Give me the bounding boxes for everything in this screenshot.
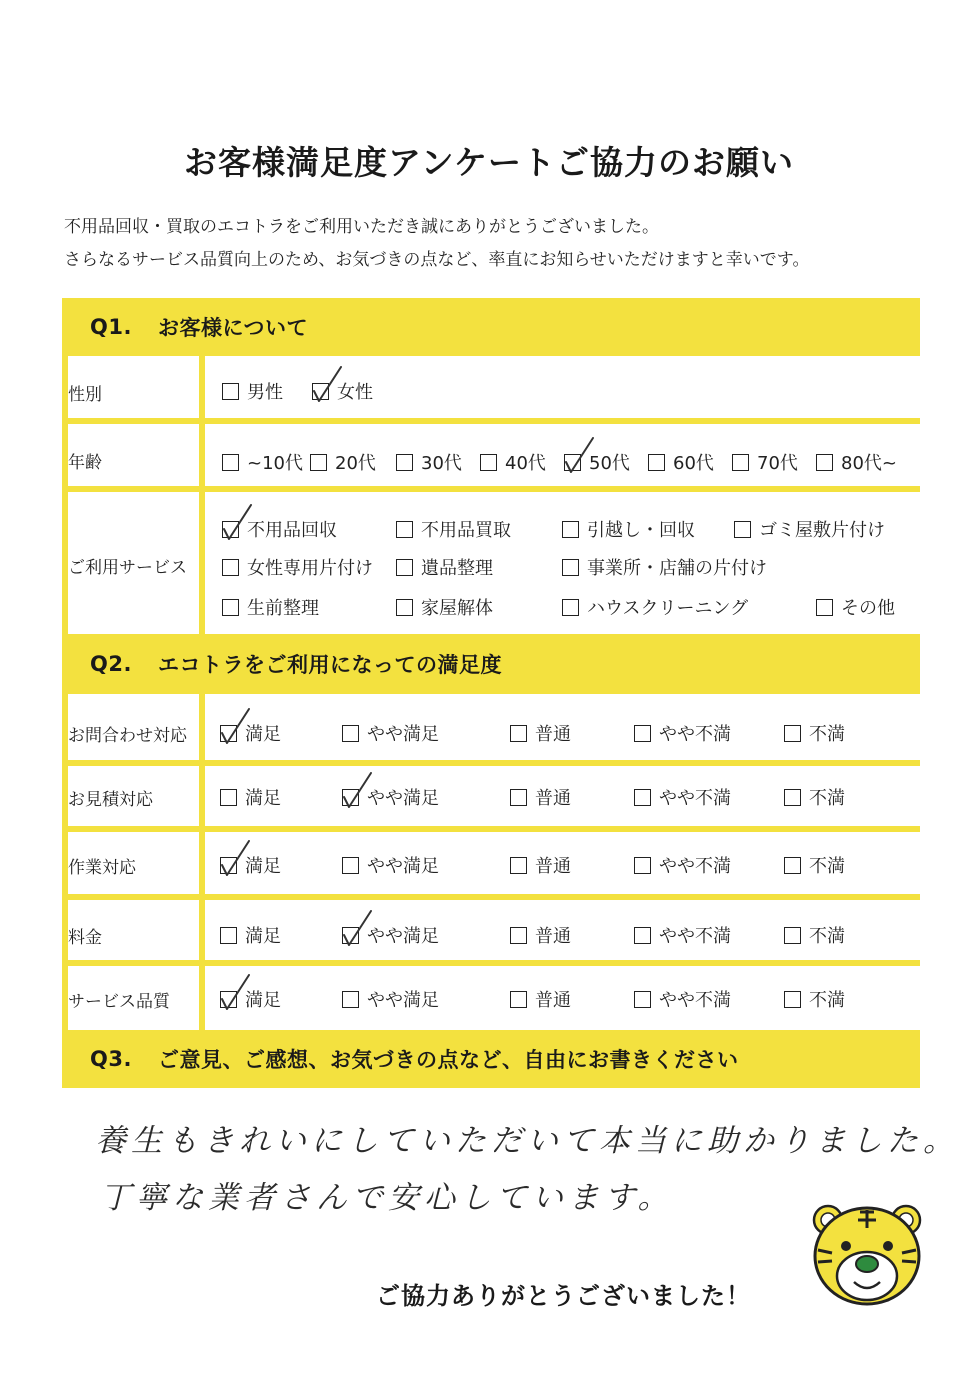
checkbox[interactable] bbox=[648, 454, 665, 471]
option-label: 普通 bbox=[535, 990, 571, 1011]
q3-title: ご意見、ご感想、お気づきの点など、自由にお書きください bbox=[157, 1048, 739, 1072]
age-option[interactable] bbox=[222, 449, 303, 475]
option-label: 50代 bbox=[589, 453, 630, 474]
rating-option[interactable] bbox=[510, 784, 571, 810]
checkbox-checked[interactable] bbox=[220, 725, 237, 742]
q3-header bbox=[62, 1030, 920, 1088]
rating-option[interactable] bbox=[342, 720, 439, 746]
option-label: 満足 bbox=[245, 724, 281, 745]
option-label: 遺品整理 bbox=[421, 558, 493, 579]
service-option[interactable] bbox=[734, 516, 885, 542]
service-option[interactable] bbox=[562, 554, 767, 580]
rating-row-label: 料金 bbox=[68, 928, 102, 948]
rating-option[interactable] bbox=[634, 720, 731, 746]
checkbox[interactable] bbox=[784, 927, 801, 944]
service-option[interactable] bbox=[816, 594, 895, 620]
option-label: やや満足 bbox=[367, 856, 439, 877]
rating-option[interactable] bbox=[634, 852, 731, 878]
checkbox[interactable] bbox=[816, 599, 833, 616]
option-label: 普通 bbox=[535, 788, 571, 809]
option-label: 60代 bbox=[673, 453, 714, 474]
checkbox[interactable] bbox=[784, 725, 801, 742]
q2-header bbox=[62, 634, 920, 694]
intro-line-1: 不用品回収・買取のエコトラをご利用いただき誠にありがとうございました。 bbox=[64, 217, 659, 237]
checkbox[interactable] bbox=[222, 383, 239, 400]
option-label: やや満足 bbox=[367, 990, 439, 1011]
divider bbox=[62, 960, 920, 966]
checkbox[interactable] bbox=[396, 454, 413, 471]
q3-answer-line-1: 養生もきれいにしていただいて本当に助かりました。 bbox=[95, 1123, 959, 1159]
rating-row-label: お見積対応 bbox=[68, 790, 153, 810]
service-option[interactable] bbox=[396, 516, 511, 542]
option-label: 不満 bbox=[809, 724, 845, 745]
checkbox[interactable] bbox=[222, 599, 239, 616]
rating-option[interactable] bbox=[342, 852, 439, 878]
option-label: 30代 bbox=[421, 453, 462, 474]
option-label: 不満 bbox=[809, 990, 845, 1011]
option-label: やや不満 bbox=[659, 788, 731, 809]
option-label: 生前整理 bbox=[247, 598, 319, 619]
service-option[interactable] bbox=[562, 516, 695, 542]
option-label: 普通 bbox=[535, 724, 571, 745]
gender-option[interactable] bbox=[312, 378, 373, 404]
checkbox[interactable] bbox=[310, 454, 327, 471]
age-option[interactable] bbox=[816, 449, 897, 475]
checkbox-checked[interactable] bbox=[342, 927, 359, 944]
checkbox[interactable] bbox=[396, 599, 413, 616]
option-label: 20代 bbox=[335, 453, 376, 474]
option-label: 家屋解体 bbox=[421, 598, 493, 619]
divider bbox=[62, 486, 920, 492]
service-option[interactable] bbox=[222, 554, 373, 580]
checkbox[interactable] bbox=[480, 454, 497, 471]
service-label: ご利用サービス bbox=[68, 558, 187, 578]
checkbox-checked[interactable] bbox=[220, 991, 237, 1008]
option-label: ハウスクリーニング bbox=[587, 598, 749, 619]
rating-option[interactable] bbox=[220, 720, 281, 746]
option-label: ゴミ屋敷片付け bbox=[759, 520, 885, 541]
checkbox[interactable] bbox=[562, 521, 579, 538]
checkbox[interactable] bbox=[734, 521, 751, 538]
checkbox[interactable] bbox=[562, 559, 579, 576]
checkbox[interactable] bbox=[634, 991, 651, 1008]
age-option[interactable] bbox=[564, 449, 630, 475]
age-option[interactable] bbox=[310, 449, 376, 475]
option-label: 女性 bbox=[337, 382, 373, 403]
option-label: 女性専用片付け bbox=[247, 558, 373, 579]
checkbox[interactable] bbox=[784, 789, 801, 806]
checkbox[interactable] bbox=[634, 789, 651, 806]
thanks-message: ご協力ありがとうございました！ bbox=[376, 1282, 751, 1310]
checkbox[interactable] bbox=[562, 599, 579, 616]
rating-option[interactable] bbox=[220, 986, 281, 1012]
rating-option[interactable] bbox=[510, 986, 571, 1012]
option-label: 不満 bbox=[809, 856, 845, 877]
rating-option[interactable] bbox=[510, 922, 571, 948]
rating-option[interactable] bbox=[342, 922, 439, 948]
checkbox[interactable] bbox=[510, 927, 527, 944]
gender-option[interactable] bbox=[222, 378, 283, 404]
option-label: 40代 bbox=[505, 453, 546, 474]
option-label: やや不満 bbox=[659, 724, 731, 745]
checkbox[interactable] bbox=[510, 857, 527, 874]
checkbox[interactable] bbox=[396, 559, 413, 576]
option-label: 不満 bbox=[809, 788, 845, 809]
q2-title: エコトラをご利用になっての満足度 bbox=[157, 653, 502, 677]
service-option[interactable] bbox=[222, 594, 319, 620]
service-option[interactable] bbox=[396, 554, 493, 580]
option-label: 満足 bbox=[245, 990, 281, 1011]
option-label: 満足 bbox=[245, 788, 281, 809]
rating-option[interactable] bbox=[784, 784, 845, 810]
rating-option[interactable] bbox=[510, 720, 571, 746]
checkbox[interactable] bbox=[396, 521, 413, 538]
page-title: お客様満足度アンケートご協力のお願い bbox=[183, 143, 795, 182]
checkbox[interactable] bbox=[634, 927, 651, 944]
rating-option[interactable] bbox=[634, 986, 731, 1012]
age-option[interactable] bbox=[732, 449, 798, 475]
q1-title: お客様について bbox=[157, 316, 309, 340]
gender-label: 性別 bbox=[68, 385, 102, 405]
option-label: やや満足 bbox=[367, 788, 439, 809]
checkbox[interactable] bbox=[816, 454, 833, 471]
rating-option[interactable] bbox=[342, 784, 439, 810]
option-label: 普通 bbox=[535, 926, 571, 947]
checkbox[interactable] bbox=[342, 725, 359, 742]
checkbox[interactable] bbox=[220, 927, 237, 944]
checkbox-checked[interactable] bbox=[312, 383, 329, 400]
age-option[interactable] bbox=[648, 449, 714, 475]
service-option[interactable] bbox=[562, 594, 748, 620]
checkbox[interactable] bbox=[510, 725, 527, 742]
option-label: 70代 bbox=[757, 453, 798, 474]
q3-number: Q3. bbox=[90, 1047, 132, 1071]
age-label: 年齢 bbox=[68, 453, 102, 473]
checkbox[interactable] bbox=[222, 454, 239, 471]
rating-row-label: 作業対応 bbox=[68, 858, 136, 878]
rating-option[interactable] bbox=[220, 922, 281, 948]
checkbox[interactable] bbox=[510, 991, 527, 1008]
rating-option[interactable] bbox=[634, 922, 731, 948]
rating-option[interactable] bbox=[784, 986, 845, 1012]
q2-number: Q2. bbox=[90, 652, 132, 676]
rating-option[interactable] bbox=[784, 922, 845, 948]
checkbox[interactable] bbox=[222, 559, 239, 576]
option-label: ~10代 bbox=[247, 453, 303, 474]
age-option[interactable] bbox=[396, 449, 462, 475]
q1-number: Q1. bbox=[90, 315, 132, 339]
rating-option[interactable] bbox=[510, 852, 571, 878]
q1-header bbox=[62, 298, 920, 356]
checkbox[interactable] bbox=[784, 857, 801, 874]
divider bbox=[62, 760, 920, 766]
service-option[interactable] bbox=[222, 516, 337, 542]
option-label: 男性 bbox=[247, 382, 283, 403]
checkbox-checked[interactable] bbox=[564, 454, 581, 471]
option-label: 引越し・回収 bbox=[587, 520, 695, 541]
tiger-mascot-icon bbox=[808, 1198, 926, 1310]
rating-option[interactable] bbox=[634, 784, 731, 810]
checkbox[interactable] bbox=[342, 857, 359, 874]
q3-answer-line-2: 丁寧な業者さんで安心しています。 bbox=[100, 1180, 674, 1216]
option-label: その他 bbox=[841, 598, 895, 619]
option-label: やや不満 bbox=[659, 990, 731, 1011]
service-option[interactable] bbox=[396, 594, 493, 620]
checkbox[interactable] bbox=[634, 725, 651, 742]
checkbox-checked[interactable] bbox=[220, 857, 237, 874]
option-label: 普通 bbox=[535, 856, 571, 877]
checkbox[interactable] bbox=[510, 789, 527, 806]
divider bbox=[62, 894, 920, 900]
option-label: 不用品回収 bbox=[247, 520, 337, 541]
rating-option[interactable] bbox=[784, 720, 845, 746]
divider bbox=[62, 418, 920, 424]
divider bbox=[62, 826, 920, 832]
age-option[interactable] bbox=[480, 449, 546, 475]
rating-row-label: サービス品質 bbox=[68, 992, 170, 1012]
option-label: 満足 bbox=[245, 926, 281, 947]
option-label: やや不満 bbox=[659, 856, 731, 877]
option-label: 不用品買取 bbox=[421, 520, 511, 541]
rating-option[interactable] bbox=[220, 852, 281, 878]
rating-option[interactable] bbox=[220, 784, 281, 810]
option-label: やや不満 bbox=[659, 926, 731, 947]
checkbox[interactable] bbox=[342, 991, 359, 1008]
checkbox[interactable] bbox=[784, 991, 801, 1008]
rating-row-label: お問合わせ対応 bbox=[68, 726, 187, 746]
option-label: 満足 bbox=[245, 856, 281, 877]
option-label: やや満足 bbox=[367, 724, 439, 745]
option-label: 80代~ bbox=[841, 453, 897, 474]
checkbox-checked[interactable] bbox=[222, 521, 239, 538]
option-label: やや満足 bbox=[367, 926, 439, 947]
option-label: 不満 bbox=[809, 926, 845, 947]
checkbox-checked[interactable] bbox=[342, 789, 359, 806]
checkbox[interactable] bbox=[220, 789, 237, 806]
checkbox[interactable] bbox=[634, 857, 651, 874]
intro-line-2: さらなるサービス品質向上のため、お気づきの点など、率直にお知らせいただけますと幸いです。 bbox=[64, 250, 810, 270]
checkbox[interactable] bbox=[732, 454, 749, 471]
rating-option[interactable] bbox=[784, 852, 845, 878]
rating-option[interactable] bbox=[342, 986, 439, 1012]
option-label: 事業所・店舗の片付け bbox=[587, 558, 767, 579]
